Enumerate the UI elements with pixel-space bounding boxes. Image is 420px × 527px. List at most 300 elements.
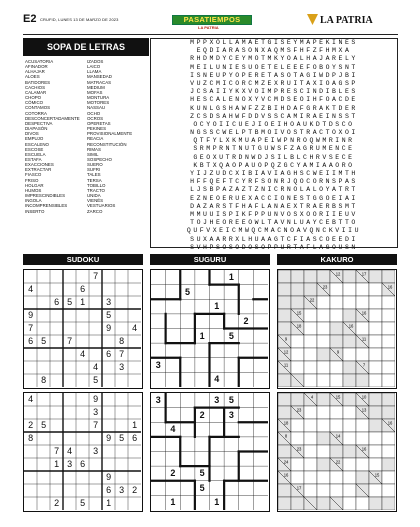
sudoku-given-digit: 7 xyxy=(93,420,99,430)
kakuro-block-cell xyxy=(317,458,330,471)
sudoku-title: SUDOKU xyxy=(23,254,143,265)
logo-title: PASATIEMPOS xyxy=(172,15,252,25)
date-line: CRUFID, LUNES 13 DE MARZO DE 2023 xyxy=(40,17,119,22)
sudoku-given-digit: 3 xyxy=(93,407,99,417)
kakuro-entry-cell xyxy=(369,374,382,387)
word-item: FIASCO xyxy=(25,172,42,178)
kakuro-entry-cell xyxy=(330,283,343,296)
word-item: CÓMICO xyxy=(25,100,44,106)
kakuro-block-cell xyxy=(369,497,382,510)
kakuro-block-cell xyxy=(330,322,343,335)
kakuro-block-cell xyxy=(291,296,304,309)
word-search-row: KBTXQAOPAUOPQZGCYAMIAAORO xyxy=(193,161,355,169)
kakuro-entry-cell xyxy=(304,361,317,374)
suguru-given-digit: 1 xyxy=(214,301,220,312)
word-item: SUFRI xyxy=(87,167,101,173)
kakuro-clue-number: 15 xyxy=(296,310,302,316)
kakuro-entry-cell xyxy=(369,484,382,497)
suguru-given-digit: 2 xyxy=(170,468,176,479)
word-list-column-1 xyxy=(25,59,85,214)
kakuro-entry-cell xyxy=(382,296,395,309)
kakuro-entry-cell xyxy=(343,432,356,445)
kakuro-block-cell xyxy=(382,406,395,419)
kakuro-entry-cell xyxy=(369,309,382,322)
kakuro-entry-cell xyxy=(369,283,382,296)
kakuro-block-cell xyxy=(291,393,304,406)
kakuro-block-cell xyxy=(278,393,291,406)
sudoku-given-digit: 6 xyxy=(28,336,34,346)
sudoku-given-digit: 5 xyxy=(93,375,99,385)
kakuro-block-cell xyxy=(304,270,317,283)
kakuro-clue-number: 23 xyxy=(296,446,302,452)
sudoku-given-digit: 2 xyxy=(132,485,138,495)
kakuro-block-cell xyxy=(369,406,382,419)
kakuro-clue-number: 9 xyxy=(336,349,340,355)
kakuro-clue-number: 16 xyxy=(361,446,367,452)
kakuro-entry-cell xyxy=(317,361,330,374)
kakuro-block-cell xyxy=(356,471,369,484)
kakuro-clue-number: 24 xyxy=(283,459,289,465)
word-item: ZARCO xyxy=(87,208,103,214)
word-item: SOSPECHO xyxy=(87,156,112,162)
word-item: MANSEDAD xyxy=(87,74,112,80)
kakuro-entry-cell xyxy=(317,322,330,335)
sudoku-given-digit: 2 xyxy=(28,420,34,430)
kakuro-entry-cell xyxy=(304,419,317,432)
sudoku-given-digit: 1 xyxy=(132,420,138,430)
kakuro-entry-cell xyxy=(382,361,395,374)
kakuro-clue-number: 18 xyxy=(283,420,289,426)
word-search-row: QUFVXEICMWQCMACNOAVQNCKVIIU xyxy=(186,227,362,235)
kakuro-entry-cell xyxy=(369,335,382,348)
sudoku-given-digit: 3 xyxy=(119,485,125,495)
kakuro-entry-cell xyxy=(356,432,369,445)
kakuro-entry-cell xyxy=(369,432,382,445)
word-item: UNIDA xyxy=(87,193,101,199)
sudoku-given-digit: 1 xyxy=(54,459,60,469)
kakuro-clue-number: 15 xyxy=(335,394,341,400)
kakuro-clue-number: 15 xyxy=(374,472,380,478)
kakuro-entry-cell xyxy=(304,458,317,471)
word-item: OCROS xyxy=(87,115,104,121)
sudoku-given-digit: 5 xyxy=(67,297,73,307)
sudoku-given-digit: 6 xyxy=(132,433,138,443)
word-item: ALHAJAR xyxy=(25,69,45,75)
kakuro-block-cell xyxy=(291,270,304,283)
sudoku-given-digit: 5 xyxy=(119,433,125,443)
sudoku-given-digit: 7 xyxy=(28,323,34,333)
suguru-title: SUGURU xyxy=(150,254,270,265)
suguru-given-digit: 4 xyxy=(214,374,220,385)
word-search-row: HESCALENOXYVCMDSEOIHFOACDE xyxy=(190,96,358,104)
word-item: NASSAU xyxy=(87,105,106,111)
kakuro-entry-cell xyxy=(382,309,395,322)
kakuro-block-cell xyxy=(343,335,356,348)
sudoku-grid-1[interactable] xyxy=(23,269,143,389)
kakuro-clue-number: 16 xyxy=(387,284,393,290)
kakuro-clue-number: 12 xyxy=(283,349,289,355)
header-rule xyxy=(23,34,398,35)
word-search-row: MEILUNIESUOETELEEEFOBOYSNT xyxy=(190,63,358,71)
kakuro-entry-cell xyxy=(356,497,369,510)
word-item: IZADOS xyxy=(87,59,104,64)
word-item: ESTAFA xyxy=(25,156,42,162)
kakuro-block-cell xyxy=(330,445,343,458)
sudoku-given-digit: 3 xyxy=(93,446,99,456)
sudoku-grid-2[interactable] xyxy=(23,392,143,512)
word-item: OCHO xyxy=(87,110,101,116)
sudoku-given-digit: 5 xyxy=(106,310,112,320)
word-item: CACHIOS xyxy=(25,84,46,90)
kakuro-entry-cell xyxy=(343,458,356,471)
kakuro-clue-number: 17 xyxy=(296,485,302,491)
kakuro-entry-cell xyxy=(330,484,343,497)
word-search-row: EZNEOERUEXACCIONESTGGOEIAI xyxy=(190,194,358,202)
kakuro-block-cell xyxy=(278,270,291,283)
word-item: PROVISIONALMENTE xyxy=(87,131,133,137)
sudoku-given-digit: 4 xyxy=(67,446,73,456)
word-item: MATRACAS xyxy=(87,79,112,85)
word-item: ALOES xyxy=(25,74,40,80)
word-search-row: DAZARSTFHAFLANAEXTRAERBSMT xyxy=(190,202,358,210)
kakuro-block-cell xyxy=(356,374,369,387)
kakuro-entry-cell xyxy=(317,296,330,309)
kakuro-entry-cell xyxy=(356,296,369,309)
kakuro-entry-cell xyxy=(317,471,330,484)
kakuro-clue-number: 17 xyxy=(361,271,367,277)
suguru-given-digit: 1 xyxy=(199,330,205,341)
kakuro-block-cell xyxy=(278,309,291,322)
kakuro-entry-cell xyxy=(304,348,317,361)
sudoku-given-digit: 2 xyxy=(54,498,60,508)
word-search-row: LJSBPAZAZTZNICRNOLALOYATRT xyxy=(190,186,358,194)
kakuro-block-cell xyxy=(369,393,382,406)
word-search-row: SRMPRNTNUTGUWSFZAGRUMENCE xyxy=(193,145,355,153)
kakuro-block-cell xyxy=(369,419,382,432)
word-item: SUERO xyxy=(87,162,103,168)
word-search-row: EQDIARASONXAQMSFHFZFHMXA xyxy=(196,47,352,55)
kakuro-entry-cell xyxy=(291,471,304,484)
kakuro-block-cell xyxy=(369,270,382,283)
suguru-given-digit: 1 xyxy=(228,272,234,282)
word-item: SIMIL xyxy=(87,151,99,157)
kakuro-clue-number: 11 xyxy=(283,362,289,368)
page-header xyxy=(0,0,420,38)
kakuro-entry-cell xyxy=(317,419,330,432)
kakuro-grid-1[interactable] xyxy=(277,269,397,389)
kakuro-entry-cell xyxy=(304,309,317,322)
kakuro-title: KAKURO xyxy=(277,254,397,265)
word-search-row: MPPXOLLAMAETGISEYMAPEKINES xyxy=(190,39,358,46)
word-item: LAICO xyxy=(87,64,101,70)
word-item: EMPUJO xyxy=(25,136,44,142)
word-item: INCOMPRENSIBLES xyxy=(25,203,68,209)
sudoku-given-digit: 4 xyxy=(28,284,34,294)
brand-name: LA PATRIA xyxy=(320,15,373,26)
sudoku-given-digit: 9 xyxy=(106,472,112,482)
sudoku-given-digit: 8 xyxy=(119,336,125,346)
kakuro-entry-cell xyxy=(356,419,369,432)
word-item: HUMOS xyxy=(25,187,42,193)
sudoku-given-digit: 3 xyxy=(119,362,125,372)
kakuro-entry-cell xyxy=(382,484,395,497)
kakuro-entry-cell xyxy=(330,471,343,484)
kakuro-entry-cell xyxy=(330,309,343,322)
word-list-column-2 xyxy=(87,59,147,214)
suguru-given-digit: 5 xyxy=(185,286,191,297)
kakuro-entry-cell xyxy=(291,361,304,374)
kakuro-block-cell xyxy=(278,497,291,510)
kakuro-entry-cell xyxy=(343,497,356,510)
kakuro-entry-cell xyxy=(343,484,356,497)
suguru-given-digit: 3 xyxy=(214,395,220,405)
logo-subtitle: LA PATRIA xyxy=(198,25,219,30)
kakuro-entry-cell xyxy=(343,419,356,432)
sudoku-given-digit: 4 xyxy=(132,323,138,333)
sudoku-given-digit: 6 xyxy=(80,459,86,469)
word-item: TALES xyxy=(87,172,101,178)
word-item: CONTAMOS xyxy=(25,105,51,111)
word-search-row: KUNLGSHAWFZZBIHDAFGRAKTDER xyxy=(190,104,358,112)
kakuro-entry-cell xyxy=(369,361,382,374)
word-item: COTORRA xyxy=(25,110,47,116)
sudoku-given-digit: 4 xyxy=(93,362,99,372)
kakuro-entry-cell xyxy=(382,471,395,484)
suguru-given-digit: 2 xyxy=(199,409,205,420)
kakuro-entry-cell xyxy=(291,419,304,432)
word-item: CHOPO xyxy=(25,95,42,101)
kakuro-entry-cell xyxy=(330,419,343,432)
sudoku-given-digit: 8 xyxy=(41,375,47,385)
kakuro-entry-cell xyxy=(317,445,330,458)
sudoku-given-digit: 9 xyxy=(106,323,112,333)
suguru-grid-2[interactable] xyxy=(150,392,270,512)
word-item: FRISO xyxy=(25,177,39,183)
kakuro-block-cell xyxy=(343,270,356,283)
kakuro-block-cell xyxy=(317,393,330,406)
word-item: DIAPASÓN xyxy=(25,126,48,132)
sudoku-given-digit: 5 xyxy=(80,498,86,508)
word-item: PEKINES xyxy=(87,126,107,132)
kakuro-entry-cell xyxy=(382,374,395,387)
kakuro-entry-cell xyxy=(382,335,395,348)
kakuro-clue-number: 10 xyxy=(361,394,367,400)
kakuro-entry-cell xyxy=(330,406,343,419)
kakuro-clue-number: 4 xyxy=(310,394,314,400)
sudoku-given-digit: 7 xyxy=(119,349,125,359)
suguru-given-digit: 3 xyxy=(155,395,161,405)
suguru-given-digit: 5 xyxy=(228,330,234,341)
kakuro-block-cell xyxy=(278,445,291,458)
sudoku-given-digit: 5 xyxy=(41,336,47,346)
sudoku-given-digit: 1 xyxy=(80,297,86,307)
kakuro-block-cell xyxy=(317,270,330,283)
kakuro-entry-cell xyxy=(343,283,356,296)
word-item: DIVOS xyxy=(25,131,39,137)
suguru-given-digit: 2 xyxy=(243,315,249,326)
word-item: ACUSATORIA xyxy=(25,59,54,64)
word-item: TRACTO xyxy=(87,187,105,193)
suguru-given-digit: 5 xyxy=(199,482,205,493)
kakuro-entry-cell xyxy=(382,445,395,458)
suguru-given-digit: 5 xyxy=(228,395,234,405)
kakuro-entry-cell xyxy=(304,335,317,348)
word-item: INGOLA xyxy=(25,198,42,204)
kakuro-entry-cell xyxy=(343,348,356,361)
kakuro-block-cell xyxy=(278,322,291,335)
word-search-row: MMUUISPIKFPPUNVOSXOORIIEUV xyxy=(190,210,358,218)
word-item: OPERETAS xyxy=(87,120,111,126)
kakuro-block-cell xyxy=(278,283,291,296)
kakuro-block-cell xyxy=(278,484,291,497)
word-item: REACIA xyxy=(87,136,104,142)
kakuro-entry-cell xyxy=(369,348,382,361)
kakuro-entry-cell xyxy=(317,406,330,419)
word-item: MONTURA xyxy=(87,95,110,101)
kakuro-block-cell xyxy=(343,361,356,374)
word-item: EXACCIONES xyxy=(25,162,54,168)
sudoku-given-digit: 4 xyxy=(28,394,34,404)
kakuro-clue-number: 9 xyxy=(284,336,288,342)
kakuro-entry-cell xyxy=(304,322,317,335)
sudoku-given-digit: 7 xyxy=(67,336,73,346)
kakuro-entry-cell xyxy=(369,322,382,335)
word-item: AFINADOR xyxy=(25,64,48,70)
kakuro-entry-cell xyxy=(356,348,369,361)
suguru-given-digit: 5 xyxy=(199,468,205,479)
kakuro-block-cell xyxy=(343,445,356,458)
kakuro-block-cell xyxy=(317,348,330,361)
kakuro-entry-cell xyxy=(382,348,395,361)
word-search-row: QTFYLXKMUAPEIWPNROQWMRINR xyxy=(193,137,355,145)
word-item: MOFAS xyxy=(87,89,103,95)
kakuro-entry-cell xyxy=(330,374,343,387)
sudoku-given-digit: 4 xyxy=(80,349,86,359)
kakuro-block-cell xyxy=(343,374,356,387)
kakuro-entry-cell xyxy=(356,322,369,335)
kakuro-block-cell xyxy=(317,497,330,510)
suguru-given-digit: 1 xyxy=(170,497,176,508)
sudoku-given-digit: 9 xyxy=(93,394,99,404)
kakuro-entry-cell xyxy=(330,361,343,374)
word-item: LLAMA xyxy=(87,69,102,75)
word-search-grid xyxy=(150,38,398,251)
word-search-row: OCYOIICUEJIOEIHOAUKDTDSCO xyxy=(193,120,355,128)
kakuro-entry-cell xyxy=(291,432,304,445)
word-item: EXTRACTAR xyxy=(25,167,52,173)
sudoku-given-digit: 3 xyxy=(106,297,112,307)
word-search-row: JCSAIIYKXVOIMPRESCINDIBLES xyxy=(190,88,358,96)
kakuro-entry-cell xyxy=(369,445,382,458)
sudoku-given-digit: 9 xyxy=(106,433,112,443)
word-search-row: SVHPSOSODOSOPPURTAFLAGOUSN xyxy=(190,243,358,251)
sudoku-given-digit: 6 xyxy=(106,349,112,359)
word-item: INSERTO xyxy=(25,208,45,214)
kakuro-block-cell xyxy=(291,497,304,510)
kakuro-entry-cell xyxy=(343,471,356,484)
kakuro-entry-cell xyxy=(291,348,304,361)
word-item: ESCALENO xyxy=(25,141,49,147)
kakuro-entry-cell xyxy=(382,322,395,335)
kakuro-clue-number: 13 xyxy=(361,407,367,413)
word-item: ESCUELA xyxy=(25,151,46,157)
kakuro-entry-cell xyxy=(304,432,317,445)
word-search-row: VUZCMICORCMZEXRUITAXIOAGSP xyxy=(190,79,358,87)
sudoku-given-digit: 6 xyxy=(106,485,112,495)
kakuro-entry-cell xyxy=(304,406,317,419)
word-item: DESCONCERTADAMENTE xyxy=(25,115,80,121)
kakuro-clue-number: 11 xyxy=(361,336,367,342)
suguru-grid-1[interactable] xyxy=(150,269,270,389)
kakuro-block-cell xyxy=(382,497,395,510)
word-search-row: GEOXUTRDNWDJSILBLCHRVSECE xyxy=(193,153,355,161)
kakuro-clue-number: 22 xyxy=(335,459,341,465)
word-search-row: SUXAARRXLHUAAGTCFIASCOEEDI xyxy=(190,235,358,243)
kakuro-block-cell xyxy=(278,406,291,419)
suguru-given-digit: 3 xyxy=(155,359,161,370)
brand-triangle-icon xyxy=(307,14,318,25)
sopa-word-list xyxy=(23,38,149,248)
sudoku-given-digit: 5 xyxy=(41,420,47,430)
kakuro-block-cell xyxy=(304,283,317,296)
sudoku-given-digit: 6 xyxy=(54,297,60,307)
kakuro-entry-cell xyxy=(317,309,330,322)
word-item: TOBILLO xyxy=(87,182,106,188)
word-search-row: HFFQEFTCYRFSONRJQOCORNSPAS xyxy=(190,178,358,186)
word-search-row: YIJZUDCXIBIAVIAGHSCWEIIMTH xyxy=(190,170,358,177)
kakuro-clue-number: 8 xyxy=(284,433,288,439)
word-item: MOTORES xyxy=(87,100,110,106)
kakuro-entry-cell xyxy=(343,406,356,419)
sudoku-given-digit: 6 xyxy=(80,284,86,294)
suguru-given-digit: 1 xyxy=(214,497,220,508)
sudoku-given-digit: 1 xyxy=(106,498,112,508)
sudoku-given-digit: 3 xyxy=(67,459,73,469)
kakuro-entry-cell xyxy=(304,471,317,484)
kakuro-block-cell xyxy=(382,458,395,471)
kakuro-entry-cell xyxy=(291,458,304,471)
kakuro-clue-number: 16 xyxy=(348,323,354,329)
kakuro-entry-cell xyxy=(304,445,317,458)
kakuro-entry-cell xyxy=(304,484,317,497)
kakuro-entry-cell xyxy=(382,432,395,445)
kakuro-entry-cell xyxy=(291,335,304,348)
word-item: VIENÉS xyxy=(87,198,104,204)
kakuro-block-cell xyxy=(330,335,343,348)
kakuro-clue-number: 22 xyxy=(309,297,315,303)
kakuro-entry-cell xyxy=(356,458,369,471)
kakuro-clue-number: 14 xyxy=(335,433,341,439)
kakuro-block-cell xyxy=(343,309,356,322)
kakuro-entry-cell xyxy=(369,458,382,471)
kakuro-block-cell xyxy=(278,296,291,309)
word-item: MEDIUM xyxy=(87,84,105,90)
suguru-given-digit: 3 xyxy=(228,409,234,420)
word-item: BATIDORES xyxy=(25,79,51,85)
sudoku-given-digit: 7 xyxy=(93,271,99,281)
kakuro-grid-2[interactable] xyxy=(277,392,397,512)
word-search-row: TOJHEOREEOWLTAVNLUAYCEBTTO xyxy=(190,219,358,227)
kakuro-block-cell xyxy=(317,432,330,445)
word-item: IMPRESCINDIBLES xyxy=(25,193,66,199)
word-item: DESPECTIVA xyxy=(25,120,53,126)
word-item: CALAMAR xyxy=(25,89,47,95)
kakuro-entry-cell xyxy=(343,296,356,309)
kakuro-entry-cell xyxy=(369,296,382,309)
kakuro-clue-number: 7 xyxy=(362,362,366,368)
page-number: E2 xyxy=(23,13,37,25)
kakuro-clue-number: 16 xyxy=(283,472,289,478)
